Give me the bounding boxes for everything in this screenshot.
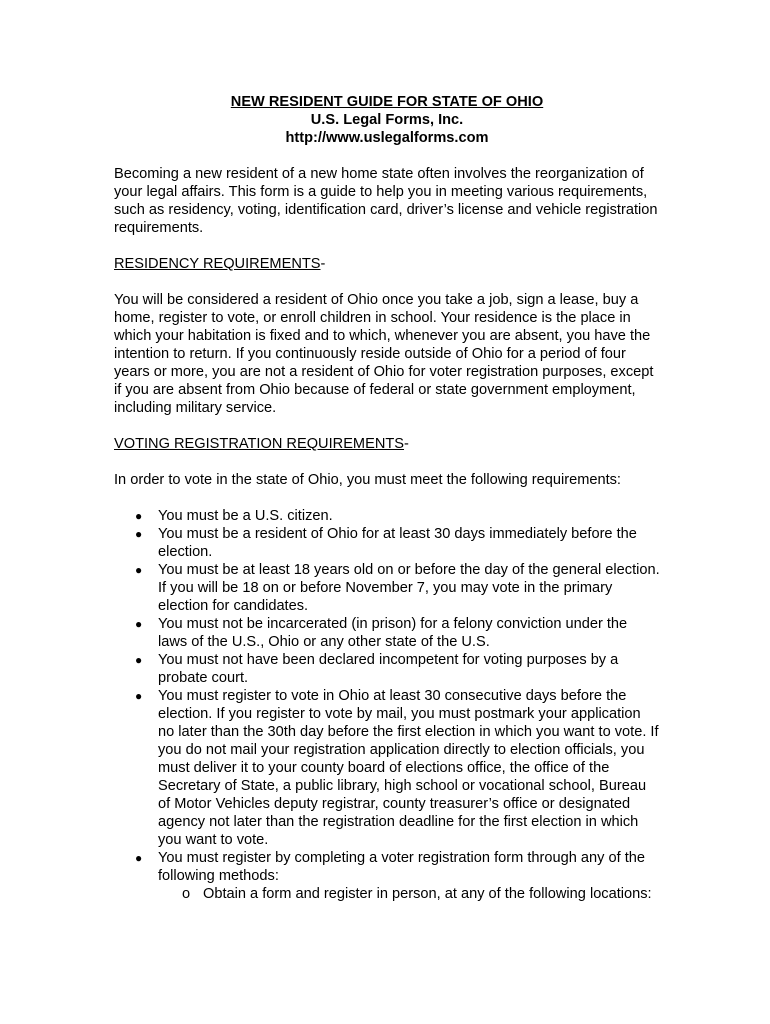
sub-list-item [158,885,660,903]
list-item [114,687,660,849]
list-item [114,561,660,615]
document-header [114,93,660,147]
list-item [114,525,660,561]
residency-heading-text: RESIDENCY REQUIREMENTS [114,256,321,272]
list-item-text: You must be a resident of Ohio for at least 30 days immediately before the election. [158,526,637,560]
residency-paragraph: You will be considered a resident of Ohio once you take a job, sign a lease, buy a home, register to vote, or enroll children in school. Your residence is the place in which your habitation is fixed and to which, whenever you are absent, you have the intention to return. If you continuously reside outside of Ohio for a period of four years or more, you are not a resident of Ohio for voter registration purposes, except if you are absent from Ohio because of federal or state government employment, including military service. [114,292,654,416]
list-item-text: You must not be incarcerated (in prison) for a felony conviction under the laws of the U.S., Ohio or any other state of the U.S. [158,616,628,650]
sub-bullet-icon: o [182,886,191,902]
voting-intro: In order to vote in the state of Ohio, you must meet the following requirements: [114,472,621,488]
voting-heading [114,435,660,453]
list-item-text: You must register by completing a voter registration form through any of the following methods: [158,850,645,884]
residency-heading-suffix: - [320,256,326,272]
registration-methods-list [158,885,660,903]
intro-paragraph: Becoming a new resident of a new home state often involves the reorganization of your legal affairs. This form is a guide to help you in meeting various requirements, such as residency, voting, identification card, driver’s license and vehicle registration requirements. [114,166,658,236]
list-item [114,651,660,687]
list-item [114,507,660,525]
company-url[interactable]: http://www.uslegalforms.com [285,130,489,146]
list-item-text: You must be a U.S. citizen. [158,508,333,524]
voting-heading-suffix: - [404,436,409,452]
bullet-icon: ● [135,563,143,577]
bullet-icon: ● [135,617,143,631]
list-item-text: You must be at least 18 years old on or before the day of the general election. If you will be 18 on or before November 7, you may vote in the primary election for candidates. [158,562,660,614]
list-item [114,849,660,903]
bullet-icon: ● [135,689,143,703]
company-name: U.S. Legal Forms, Inc. [310,112,464,128]
sub-list-item-text: Obtain a form and register in person, at any of the following locations: [203,886,652,902]
list-item-text: You must register to vote in Ohio at least 30 consecutive days before the election. If you register to vote by mail, you must postmark your application no later than the 30th day before the first election in which you want to vote. If you do not mail your registration application directly to election officials, you must deliver it to your county board of elections office, the office of the Secretary of State, a public library, high school or vocational school, Bureau of Motor Vehicles deputy registrar, county treasurer’s office or designated agency not later than the registration deadline for the first election in which you want to vote. [158,688,659,848]
bullet-icon: ● [135,509,143,523]
bullet-icon: ● [135,653,143,667]
list-item [114,615,660,651]
bullet-icon: ● [135,851,143,865]
voting-heading-text: VOTING REGISTRATION REQUIREMENTS [114,436,405,452]
residency-heading [114,255,660,273]
document-title: NEW RESIDENT GUIDE FOR STATE OF OHIO [230,94,544,110]
voting-requirements-list [114,507,660,903]
bullet-icon: ● [135,527,143,541]
list-item-text: You must not have been declared incompetent for voting purposes by a probate court. [158,652,619,686]
